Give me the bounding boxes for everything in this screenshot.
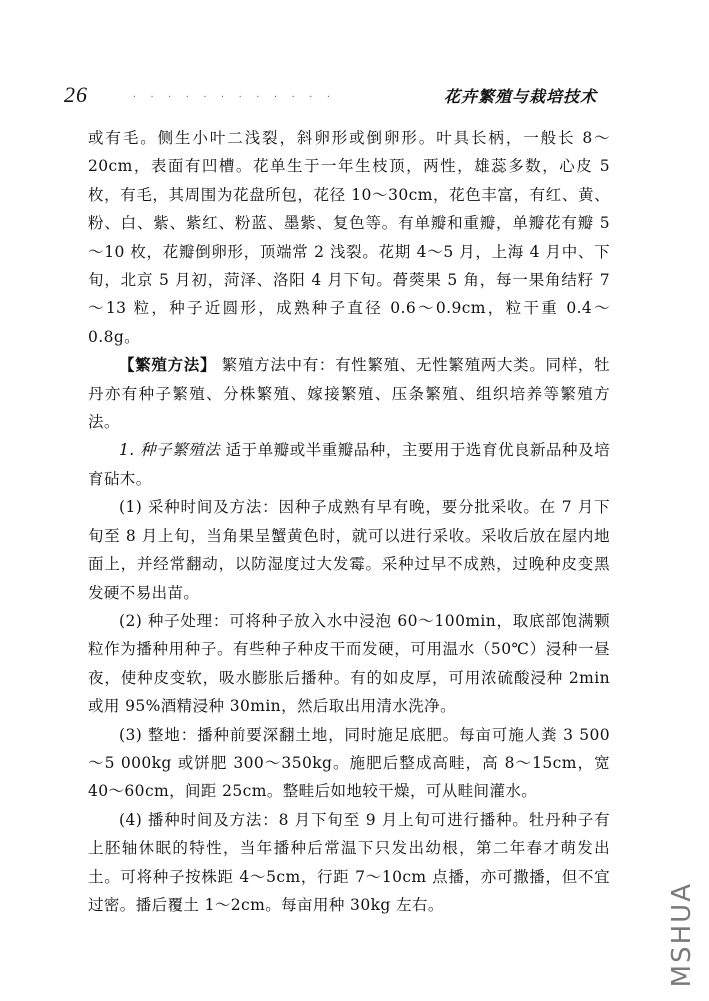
paragraph-seed-propagation <box>88 436 610 493</box>
paragraph-seed-treatment: (2) 种子处理：可将种子放入水中浸泡 60～100min，取底部饱满颗粒作为播种用种子。有些种子种皮干而发硬，可用温水（50℃）浸种一昼夜，使种皮变软，吸水膨胀后播种。有的如皮厚，可用浓硫酸浸种 2min 或用 95%酒精浸种 30min，然后取出用清水洗净。 <box>88 611 610 716</box>
paragraph-description-continued: 或有毛。侧生小叶二浅裂，斜卵形或倒卵形。叶具长柄，一般长 8～20cm，表面有凹槽。花单生于一年生枝顶，两性，雄蕊多数，心皮 5 枚，有毛，其周围为花盘所包，花径 10～30cm，花色丰富，有红、黄、粉、白、紫、紫红、粉蓝、墨紫、复色等。有单瓣和重瓣，单瓣花有瓣 5～10 枚，花瓣倒卵形，顶端常 2 浅裂。花期 4～5 月，上海 4 月中、下旬，北京 5 月初，菏泽、洛阳 4 月下旬。蓇葖果 5 角，每一果角结籽 7～13 粒，种子近圆形，成熟种子直径 0.6～0.9cm，粒干重 0.4～0.8g。 <box>88 129 610 346</box>
subheading-seed-propagation: 1. 种子繁殖法 <box>119 441 221 460</box>
header-dots: . . . . . . . . . . . . <box>132 90 335 99</box>
paragraph-land-preparation: (3) 整地：播种前要深翻土地，同时施足底肥。每亩可施人粪 3 500～5 000kg 或饼肥 300～350kg。施肥后整成高畦，高 8～15cm，宽 40～60cm，间距 25cm。整畦后如地较干燥，可从畦间灌水。 <box>88 725 610 801</box>
paragraph-seed-collection: (1) 采种时间及方法：因种子成熟有早有晚，要分批采收。在 7 月下旬至 8 月上旬，当角果呈蟹黄色时，就可以进行采收。采收后放在屋内地面上，并经常翻动，以防湿度过大发霉。采种过早不成熟，过晚种皮变黑发硬不易出苗。 <box>88 498 610 602</box>
page-body <box>88 124 610 919</box>
seed-propagation-text: 适于单瓣或半重瓣品种，主要用于选育优良新品种及培育砧木。 <box>88 441 610 488</box>
paragraph-propagation-methods <box>88 351 610 436</box>
page-header <box>64 82 597 112</box>
section-heading-propagation: 【繁殖方法】 <box>119 356 217 375</box>
propagation-methods-text: 繁殖方法中有：有性繁殖、无性繁殖两大类。同样，牡丹亦有种子繁殖、分株繁殖、嫁接繁殖、压条繁殖、组织培养等繁殖方法。 <box>88 356 610 432</box>
paragraph-sowing: (4) 播种时间及方法：8 月下旬至 9 月上旬可进行播种。牡丹种子有上胚轴休眠的特性，当年播种后常温下只发出幼根，第二年春才萌发出土。可将种子按株距 4～5cm，行距 7～10cm 点播，亦可撒播，但不宜过密。播后覆土 1～2cm。每亩用种 30kg 左右。 <box>88 810 610 914</box>
book-title: 花卉繁殖与栽培技术 <box>443 87 597 106</box>
page-number: 26 <box>64 82 88 107</box>
watermark: MSHUA <box>667 881 697 987</box>
